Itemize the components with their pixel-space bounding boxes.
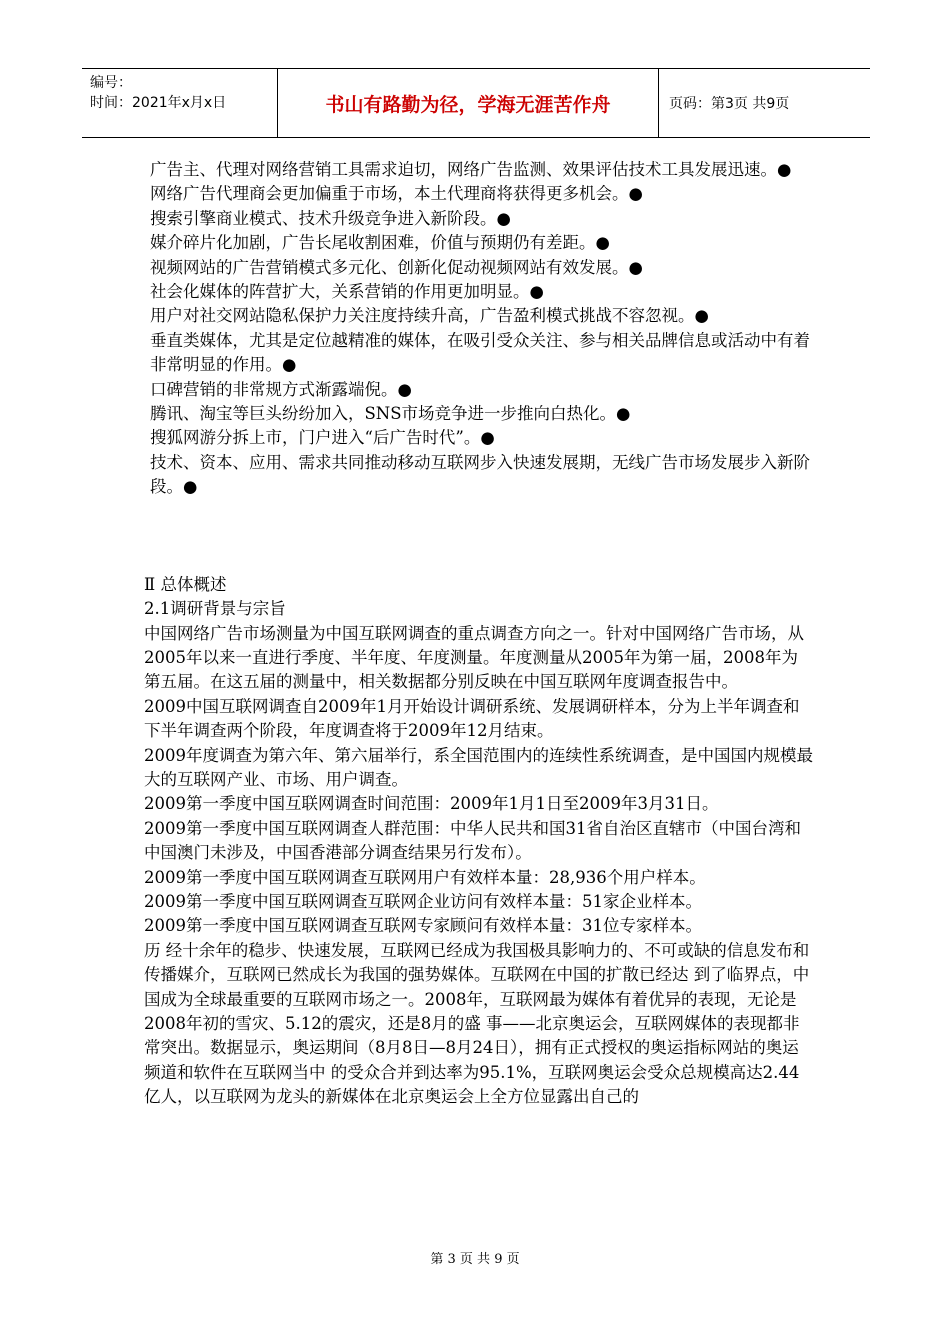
bullet-item: 口碑营销的非常规方式渐露端倪。● [150, 379, 412, 399]
bullet-item: 搜狐网游分拆上市，门户进入“后广告时代”。● [150, 428, 495, 448]
document-body [144, 158, 814, 1110]
bullet-item: 媒介碎片化加剧，广告长尾收割困难，价值与预期仍有差距。● [150, 233, 610, 253]
bullet-item: 广告主、代理对网络营销工具需求迫切，网络广告监测、效果评估技术工具发展迅速。● [150, 160, 792, 179]
bullet-item: 视频网站的广告营销模式多元化、创新化促动视频网站有效发展。● [150, 257, 643, 277]
header-motto: 书山有路勤为径，学海无涯苦作舟 [278, 69, 659, 137]
body-paragraph: 历 经十余年的稳步、快速发展，互联网已经成为我国极具影响力的、不可或缺的信息发布和传播媒介，互联网已然成长为我国的强势媒体。互联网在中国的扩散已经达 到了临界点，中国成为全球最重要的互联网市场之一。2008年，互联网最为媒体有着优异的表现，无论是2008年初的雪灾、5.12的震灾，还是8月的盛 事——北京奥运会，互联网媒体的表现都非常突出。数据显示，奥运期间（8月8日—8月24日），拥有正式授权的奥运指标网站的奥运频道和软件在互联网当中 的受众合并到达率为95.1%，互联网奥运会受众总规模高达2.44亿人，以互联网为龙头的新媒体在北京奥运会上全方位显露出自己的 [144, 940, 810, 1107]
header-page-info: 页码：第3页 共9页 [669, 96, 790, 112]
bullet-item: 技术、资本、应用、需求共同推动移动互联网步入快速发展期，无线广告市场发展步入新阶段。● [150, 452, 810, 497]
body-paragraph: 2009中国互联网调查自2009年1月开始设计调研系统、发展调研样本，分为上半年调查和下半年调查两个阶段，年度调查将于2009年12月结束。 [144, 696, 800, 741]
bullet-item: 搜索引擎商业模式、技术升级竞争进入新阶段。● [150, 208, 511, 228]
header-meta-cell [82, 69, 278, 137]
subsection-title: 2.1调研背景与宗旨 [144, 599, 286, 619]
bullet-item: 网络广告代理商会更加偏重于市场，本土代理商将获得更多机会。● [150, 184, 643, 204]
page-footer: 第 3 页 共 9 页 [430, 1252, 520, 1267]
bullet-item: 用户对社交网站隐私保护力关注度持续升高，广告盈利模式挑战不容忽视。● [150, 306, 709, 326]
bullet-item: 腾讯、淘宝等巨头纷纷加入，SNS市场竞争进一步推向白热化。● [150, 404, 631, 424]
body-paragraph: 2009第一季度中国互联网调查互联网企业访问有效样本量：51家企业样本。 [144, 891, 702, 911]
section-title: Ⅱ 总体概述 [144, 574, 227, 594]
bullet-item: 垂直类媒体，尤其是定位越精准的媒体，在吸引受众关注、参与相关品牌信息或活动中有着非常明显的作用。● [150, 330, 810, 375]
body-paragraph: 2009第一季度中国互联网调查人群范围：中华人民共和国31省自治区直辖市（中国台湾和中国澳门未涉及，中国香港部分调查结果另行发布）。 [144, 818, 801, 863]
doc-code-label: 编号： [90, 75, 132, 91]
page-header [82, 68, 870, 138]
doc-time-label: 时间：2021年x月x日 [90, 95, 227, 111]
body-paragraph: 2009第一季度中国互联网调查时间范围：2009年1月1日至2009年3月31日。 [144, 794, 719, 814]
body-paragraph: 2009第一季度中国互联网调查互联网专家顾问有效样本量：31位专家样本。 [144, 916, 702, 936]
body-paragraph: 2009年度调查为第六年、第六届举行，系全国范围内的连续性系统调查，是中国国内规模最大的互联网产业、市场、用户调查。 [144, 745, 813, 789]
bullet-item: 社会化媒体的阵营扩大，关系营销的作用更加明显。● [150, 282, 544, 302]
body-paragraph: 2009第一季度中国互联网调查互联网用户有效样本量：28,936个用户样本。 [144, 867, 706, 887]
body-paragraph: 中国网络广告市场测量为中国互联网调查的重点调查方向之一。针对中国网络广告市场，从2005年以来一直进行季度、半年度、年度测量。年度测量从2005年为第一届，2008年为第五届。在这五届的测量中，相关数据都分别反映在中国互联网年度调查报告中。 [144, 623, 804, 692]
spacer [144, 500, 814, 573]
